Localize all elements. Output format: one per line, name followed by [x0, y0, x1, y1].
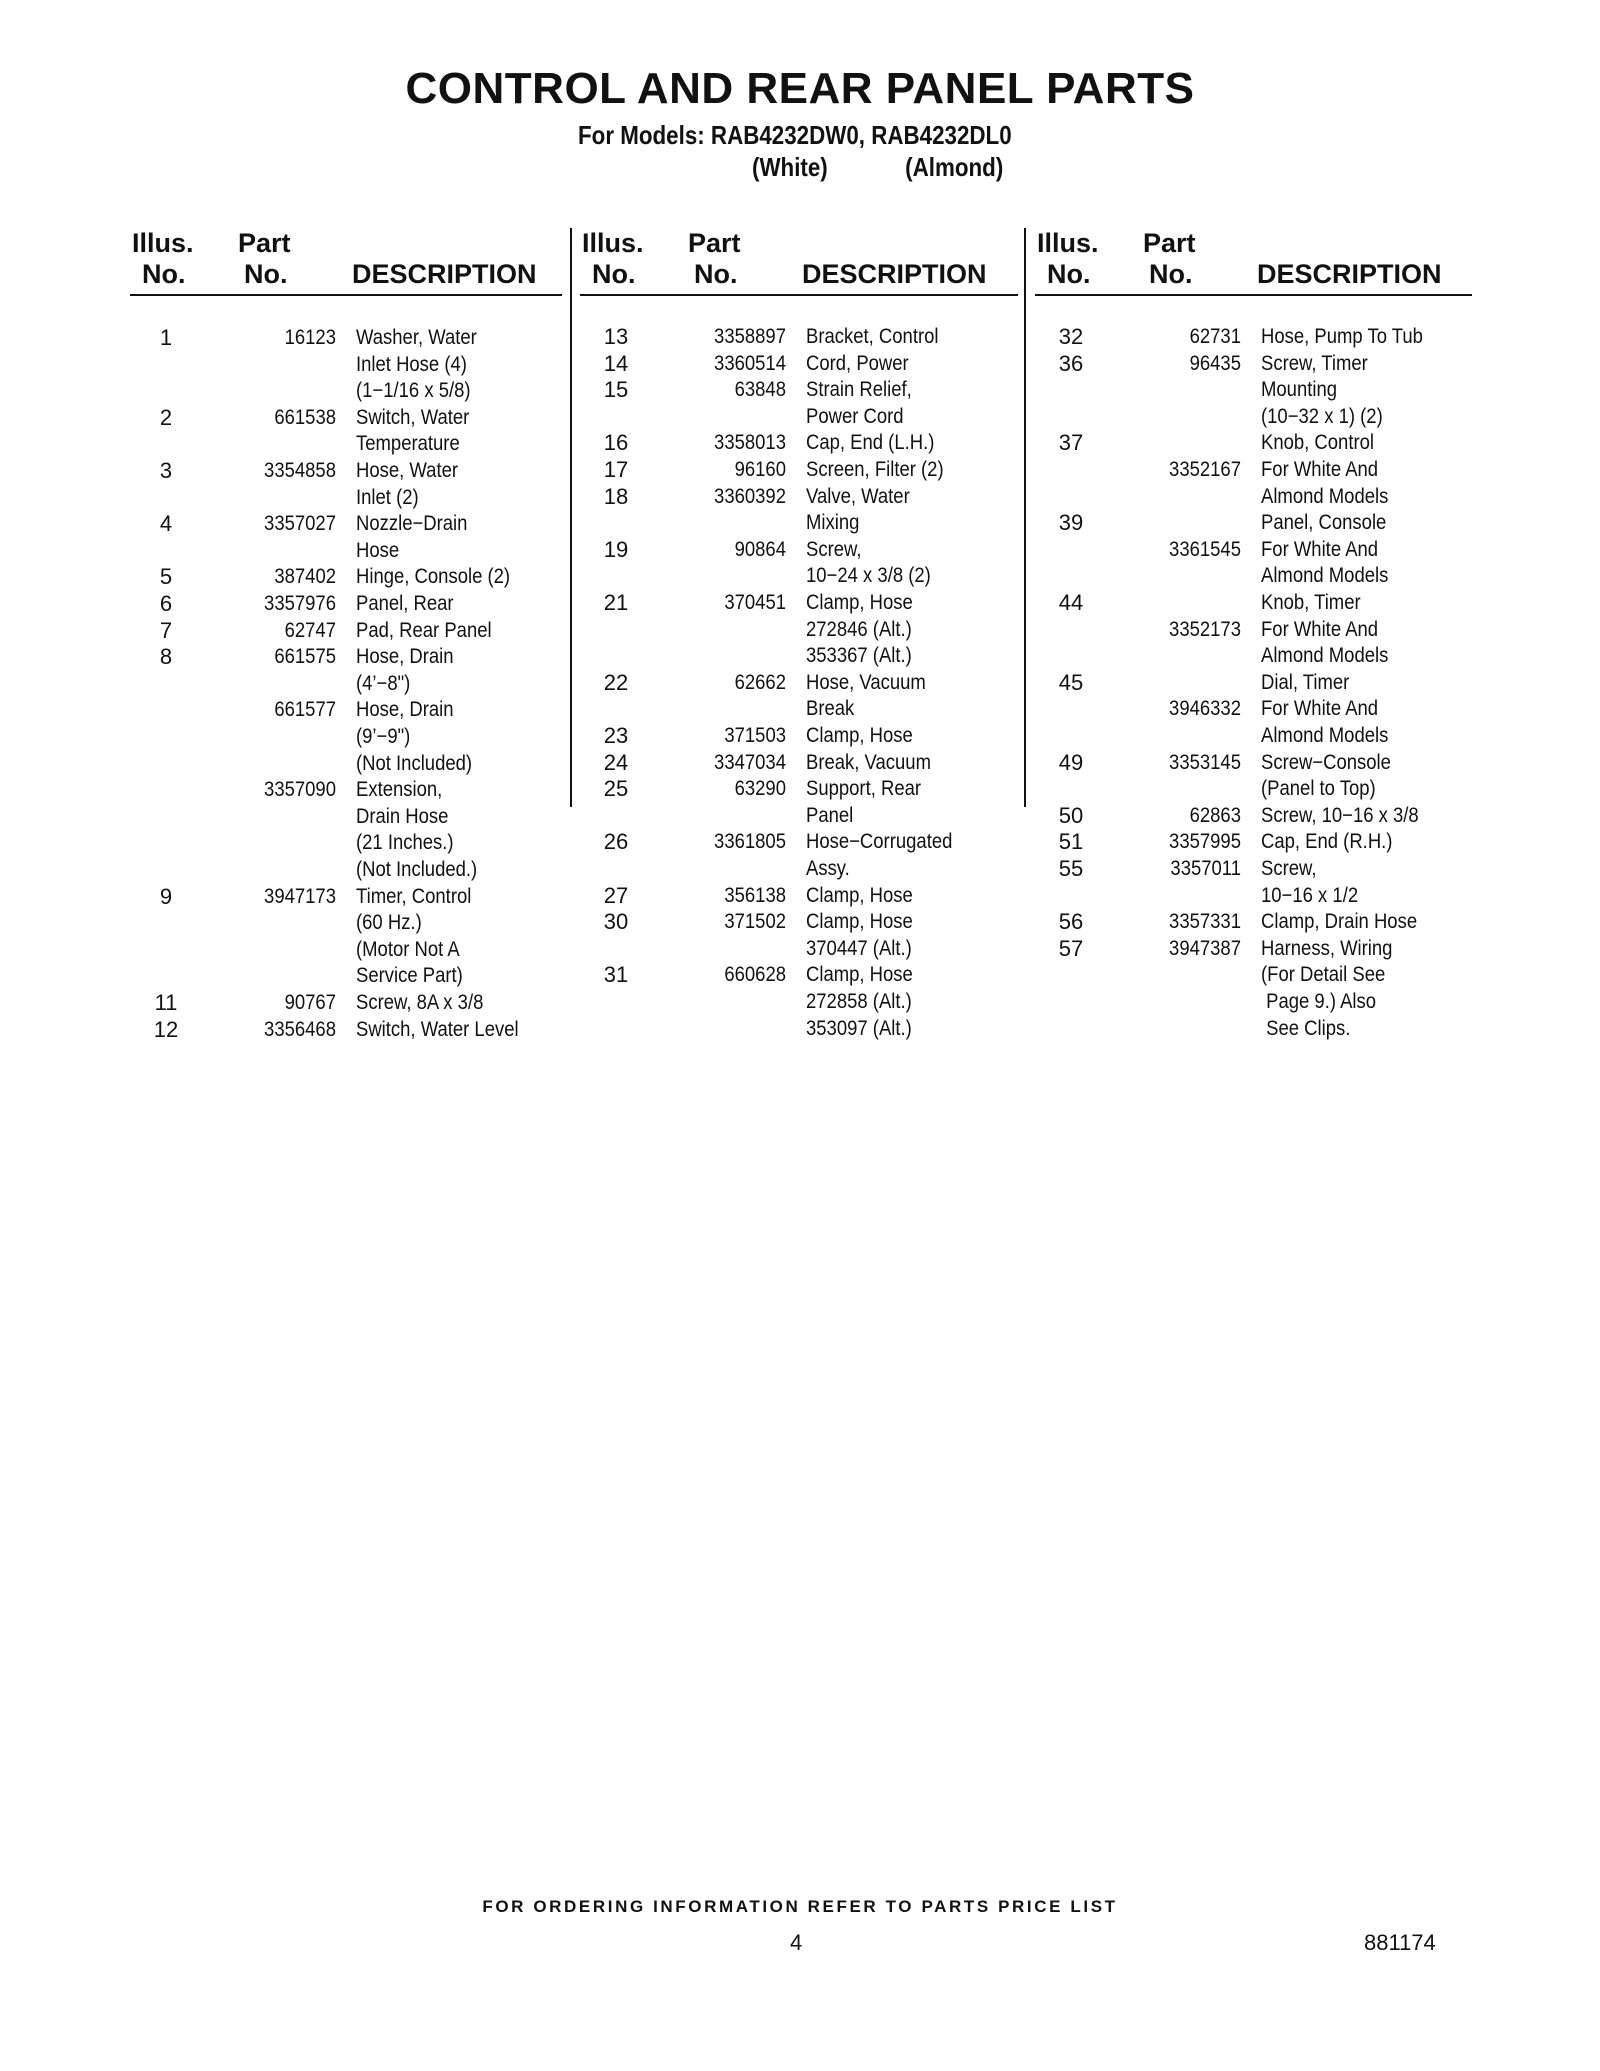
- illus-number: 25: [603, 776, 629, 802]
- part-description: (9’−9"): [356, 725, 411, 748]
- table-row: [580, 377, 1018, 403]
- table-row: [1035, 457, 1472, 483]
- part-number: 62863: [1189, 803, 1241, 827]
- table-row: [580, 723, 1018, 749]
- part-number: 3361805: [714, 830, 786, 854]
- part-description: Strain Relief,: [806, 378, 912, 402]
- header-description: DESCRIPTION: [1257, 259, 1442, 289]
- illus-number: 55: [1058, 856, 1084, 881]
- table-row: [580, 776, 1018, 802]
- part-description: 10−24 x 3/8 (2): [806, 564, 931, 588]
- part-description: Screw−Console: [1261, 750, 1391, 774]
- illus-number: 15: [603, 377, 629, 403]
- table-row: [130, 724, 562, 750]
- header-illus-no: No.: [592, 259, 636, 289]
- part-description: Washer, Water: [356, 326, 477, 349]
- table-row: [130, 1017, 562, 1043]
- part-description: 353367 (Alt.): [806, 644, 912, 668]
- table-row: [580, 563, 1018, 589]
- illus-number: 57: [1058, 935, 1084, 961]
- part-description: (4’−8"): [356, 671, 411, 695]
- table-row: [580, 750, 1018, 776]
- table-row: [580, 962, 1018, 988]
- part-description: Pad, Rear Panel: [356, 618, 492, 642]
- table-row: [580, 643, 1018, 669]
- illus-number: 31: [603, 962, 629, 988]
- illus-number: 19: [603, 536, 629, 562]
- part-description: Almond Models: [1261, 644, 1389, 668]
- part-description: Hose, Drain: [356, 698, 454, 722]
- part-description: Drain Hose: [356, 804, 449, 828]
- illus-number: 39: [1058, 510, 1084, 536]
- table-row: [1035, 723, 1472, 749]
- table-row: [130, 644, 562, 670]
- part-description: Screen, Filter (2): [806, 458, 944, 481]
- part-number: 96435: [1189, 351, 1241, 375]
- part-description: Clamp, Hose: [806, 591, 913, 614]
- table-row: [580, 351, 1018, 377]
- document-number: 881174: [1364, 1930, 1436, 1955]
- part-description: Break: [806, 697, 855, 721]
- part-description: Screw, 10−16 x 3/8: [1261, 803, 1419, 827]
- part-description: Clamp, Hose: [806, 724, 913, 747]
- part-description: Timer, Control: [356, 884, 472, 908]
- table-row: [580, 510, 1018, 536]
- part-number: 62731: [1189, 325, 1241, 348]
- part-description: Temperature: [356, 432, 460, 456]
- illus-number: 5: [159, 564, 173, 590]
- table-row: [1035, 856, 1472, 882]
- table-row: [580, 537, 1018, 563]
- table-row: [1035, 776, 1472, 802]
- part-description: Cord, Power: [806, 351, 909, 375]
- part-description: Knob, Timer: [1261, 591, 1361, 614]
- header-description: DESCRIPTION: [352, 259, 537, 289]
- table-row: [1035, 829, 1472, 855]
- part-number: 63848: [734, 378, 786, 402]
- part-description: (1−1/16 x 5/8): [356, 379, 471, 403]
- table-row: [130, 485, 562, 511]
- part-number: 3947387: [1169, 936, 1241, 960]
- part-number: 3360392: [714, 484, 786, 508]
- part-description: Bracket, Control: [806, 325, 939, 348]
- part-description: Clamp, Hose: [806, 963, 913, 987]
- table-row: [1035, 803, 1472, 829]
- illus-number: 3: [159, 458, 173, 483]
- illus-number: 26: [603, 829, 629, 855]
- part-description: Screw,: [806, 537, 862, 561]
- illus-number: 8: [159, 644, 173, 670]
- table-row: [1035, 909, 1472, 935]
- part-description: 370447 (Alt.): [806, 936, 912, 960]
- part-description: Nozzle−Drain: [356, 512, 468, 536]
- part-description: Hose, Pump To Tub: [1261, 325, 1423, 348]
- part-description: For White And: [1261, 537, 1379, 561]
- table-row: [130, 458, 562, 484]
- part-number: 3361545: [1169, 537, 1241, 561]
- table-row: [130, 511, 562, 537]
- part-description: Mounting: [1261, 378, 1338, 402]
- header-illus: Illus.: [1037, 228, 1099, 258]
- header-part: Part: [238, 228, 291, 258]
- part-description: Knob, Control: [1261, 431, 1375, 455]
- parts-column-3: [1035, 228, 1472, 1040]
- part-number: 3357090: [264, 778, 336, 802]
- table-row: [130, 777, 562, 803]
- part-number: 3357976: [264, 592, 336, 615]
- part-description: For White And: [1261, 697, 1379, 721]
- table-row: [580, 670, 1018, 696]
- column-divider: [1024, 228, 1026, 807]
- part-description: Harness, Wiring: [1261, 936, 1393, 960]
- part-description: (60 Hz.): [356, 911, 422, 935]
- illus-number: 9: [159, 883, 173, 909]
- table-row: [130, 618, 562, 644]
- part-description: Cap, End (R.H.): [1261, 830, 1393, 854]
- illus-number: 49: [1058, 749, 1084, 775]
- illus-number: 45: [1058, 669, 1084, 695]
- part-description: Extension,: [356, 778, 443, 802]
- table-row: [580, 829, 1018, 855]
- part-number: 96160: [734, 458, 786, 481]
- table-row: [580, 856, 1018, 882]
- part-description: Dial, Timer: [1261, 670, 1350, 694]
- part-number: 3352173: [1169, 617, 1241, 641]
- table-row: [130, 857, 562, 883]
- illus-number: 22: [603, 669, 629, 695]
- table-row: [130, 431, 562, 457]
- header-description: DESCRIPTION: [802, 259, 987, 289]
- part-description: Hose, Vacuum: [806, 670, 926, 694]
- table-row: [580, 457, 1018, 483]
- part-description: See Clips.: [1261, 1016, 1351, 1040]
- table-row: [1035, 563, 1472, 589]
- table-row: [130, 751, 562, 777]
- part-description: For White And: [1261, 617, 1379, 641]
- illus-number: 30: [603, 909, 629, 935]
- part-description: (Not Included.): [356, 858, 478, 881]
- part-description: (Not Included): [356, 751, 473, 775]
- illus-number: 23: [603, 723, 629, 748]
- part-number: 90864: [734, 537, 786, 561]
- table-row: [130, 325, 562, 351]
- part-description: Screw,: [1261, 857, 1317, 880]
- table-row: [130, 884, 562, 910]
- table-row: [130, 405, 562, 431]
- table-row: [130, 671, 562, 697]
- illus-number: 51: [1058, 829, 1084, 855]
- table-row: [130, 830, 562, 856]
- illus-number: 4: [159, 511, 173, 537]
- part-description: Break, Vacuum: [806, 750, 931, 774]
- table-row: [1035, 351, 1472, 377]
- illus-number: 16: [603, 430, 629, 456]
- part-description: Mixing: [806, 511, 860, 535]
- part-number: 387402: [274, 565, 336, 589]
- table-row: [130, 937, 562, 963]
- part-description: Clamp, Drain Hose: [1261, 910, 1418, 934]
- header-illus-no: No.: [142, 259, 186, 289]
- part-description: Panel, Rear: [356, 592, 454, 615]
- models-line: For Models: RAB4232DW0, RAB4232DL0: [578, 120, 1012, 150]
- illus-number: 6: [159, 591, 173, 616]
- page-title: CONTROL AND REAR PANEL PARTS: [405, 64, 1195, 113]
- part-description: Hinge, Console (2): [356, 565, 511, 589]
- table-row: [1035, 617, 1472, 643]
- part-description: 272846 (Alt.): [806, 617, 912, 641]
- part-description: Almond Models: [1261, 484, 1389, 508]
- illus-number: 56: [1058, 909, 1084, 935]
- column-header: [580, 228, 1018, 296]
- table-row: [1035, 1016, 1472, 1042]
- part-description: Assy.: [806, 857, 850, 880]
- part-description: Panel, Console: [1261, 511, 1387, 535]
- part-number: 3357331: [1169, 910, 1241, 934]
- part-description: Inlet (2): [356, 485, 419, 509]
- illus-number: 36: [1058, 350, 1084, 376]
- part-number: 660628: [724, 963, 786, 987]
- part-description: Clamp, Hose: [806, 910, 913, 934]
- part-description: Clamp, Hose: [806, 883, 913, 907]
- table-row: [1035, 430, 1472, 456]
- part-description: Cap, End (L.H.): [806, 431, 935, 455]
- part-number: 370451: [724, 591, 786, 614]
- table-row: [580, 803, 1018, 829]
- part-description: Switch, Water: [356, 405, 470, 429]
- illus-number: 14: [603, 350, 629, 376]
- part-description: Almond Models: [1261, 724, 1389, 747]
- table-row: [130, 963, 562, 989]
- part-description: Hose−Corrugated: [806, 830, 953, 854]
- table-row: [580, 324, 1018, 350]
- header-part: Part: [1143, 228, 1196, 258]
- table-row: [1035, 510, 1472, 536]
- part-number: 3360514: [714, 351, 786, 375]
- ordering-info-footer: FOR ORDERING INFORMATION REFER TO PARTS PRICE LIST: [482, 1897, 1118, 1916]
- variant-white: (White): [752, 152, 828, 182]
- illus-number: 11: [154, 990, 178, 1015]
- part-description: 272858 (Alt.): [806, 990, 912, 1013]
- part-number: 3353145: [1169, 750, 1241, 774]
- table-row: [130, 378, 562, 404]
- table-row: [130, 910, 562, 936]
- table-row: [130, 591, 562, 617]
- header-illus: Illus.: [132, 228, 194, 258]
- part-description: Screw, Timer: [1261, 351, 1368, 375]
- model-variants: [752, 152, 1003, 183]
- part-number: 661575: [274, 645, 336, 669]
- part-number: 16123: [284, 326, 336, 349]
- parts-column-2: [580, 228, 1018, 1040]
- table-row: [580, 883, 1018, 909]
- table-row: [1035, 962, 1472, 988]
- part-number: 3357011: [1170, 857, 1241, 880]
- illus-number: 50: [1058, 802, 1084, 828]
- part-description: Switch, Water Level: [356, 1017, 519, 1041]
- part-number: 90767: [284, 991, 336, 1014]
- part-description: Inlet Hose (4): [356, 352, 467, 376]
- table-row: [1035, 750, 1472, 776]
- table-row: [580, 1016, 1018, 1042]
- part-description: (Panel to Top): [1261, 777, 1376, 801]
- parts-column-1: [130, 228, 562, 1042]
- part-description: Valve, Water: [806, 484, 910, 508]
- table-row: [580, 404, 1018, 430]
- table-row: [580, 989, 1018, 1015]
- part-description: Hose, Water: [356, 459, 459, 482]
- page-number: 4: [790, 1930, 803, 1955]
- header-part-no: No.: [244, 259, 288, 289]
- table-row: [1035, 537, 1472, 563]
- illus-number: 18: [603, 483, 629, 509]
- part-description: (For Detail See: [1261, 963, 1386, 987]
- table-row: [130, 804, 562, 830]
- part-number: 3947173: [264, 884, 336, 908]
- table-row: [1035, 936, 1472, 962]
- table-row: [580, 936, 1018, 962]
- illus-number: 24: [603, 749, 629, 775]
- part-number: 661577: [274, 698, 336, 722]
- table-row: [1035, 989, 1472, 1015]
- part-number: 371503: [724, 724, 786, 747]
- part-description: (Motor Not A: [356, 937, 460, 961]
- part-description: For White And: [1261, 458, 1379, 481]
- part-number: 3358897: [714, 325, 786, 348]
- part-number: 661538: [274, 405, 336, 429]
- part-description: Page 9.) Also: [1261, 990, 1377, 1013]
- header-illus-no: No.: [1047, 259, 1091, 289]
- part-description: (10−32 x 1) (2): [1261, 404, 1383, 428]
- table-row: [580, 590, 1018, 616]
- illus-number: 21: [603, 590, 629, 615]
- column-divider: [570, 228, 572, 807]
- illus-number: 32: [1058, 324, 1084, 349]
- table-row: [580, 696, 1018, 722]
- column-header: [1035, 228, 1472, 296]
- variant-almond: (Almond): [905, 152, 1004, 182]
- part-description: (21 Inches.): [356, 831, 454, 855]
- illus-number: 12: [153, 1016, 179, 1042]
- part-number: 371502: [724, 910, 786, 934]
- table-row: [580, 617, 1018, 643]
- header-illus: Illus.: [582, 228, 644, 258]
- table-row: [1035, 670, 1472, 696]
- illus-number: 27: [603, 882, 629, 908]
- table-row: [580, 909, 1018, 935]
- part-description: Support, Rear: [806, 777, 922, 801]
- table-row: [1035, 643, 1472, 669]
- part-number: 3354858: [264, 459, 336, 482]
- part-description: Service Part): [356, 964, 463, 988]
- part-number: 3358013: [714, 431, 786, 455]
- illus-number: 2: [159, 404, 173, 430]
- table-row: [1035, 883, 1472, 909]
- illus-number: 7: [159, 617, 173, 643]
- table-row: [130, 990, 562, 1016]
- table-row: [580, 430, 1018, 456]
- part-description: 353097 (Alt.): [806, 1016, 912, 1040]
- table-row: [130, 697, 562, 723]
- part-description: Almond Models: [1261, 564, 1389, 588]
- part-number: 3357027: [264, 512, 336, 536]
- column-header: [130, 228, 562, 296]
- table-row: [1035, 404, 1472, 430]
- illus-number: 17: [603, 457, 629, 482]
- part-number: 62662: [734, 670, 786, 694]
- table-row: [1035, 377, 1472, 403]
- table-row: [1035, 590, 1472, 616]
- table-row: [130, 564, 562, 590]
- header-part-no: No.: [694, 259, 738, 289]
- part-number: 3347034: [714, 750, 786, 774]
- part-description: Panel: [806, 803, 854, 827]
- table-row: [130, 538, 562, 564]
- part-description: Power Cord: [806, 404, 904, 428]
- part-description: Hose: [356, 538, 400, 562]
- header-part-no: No.: [1149, 259, 1193, 289]
- table-row: [1035, 484, 1472, 510]
- table-row: [1035, 324, 1472, 350]
- part-number: 63290: [734, 777, 786, 801]
- part-number: 3357995: [1169, 830, 1241, 854]
- table-row: [580, 484, 1018, 510]
- part-number: 356138: [724, 883, 786, 907]
- illus-number: 44: [1058, 590, 1084, 615]
- illus-number: 1: [159, 325, 173, 350]
- part-description: 10−16 x 1/2: [1261, 883, 1359, 907]
- table-row: [1035, 696, 1472, 722]
- part-description: Screw, 8A x 3/8: [356, 991, 484, 1014]
- part-number: 62747: [284, 618, 336, 642]
- part-number: 3946332: [1169, 697, 1241, 721]
- illus-number: 13: [603, 324, 629, 349]
- table-row: [130, 352, 562, 378]
- part-description: Hose, Drain: [356, 645, 454, 669]
- part-number: 3356468: [264, 1017, 336, 1041]
- part-number: 3352167: [1169, 458, 1241, 481]
- header-part: Part: [688, 228, 741, 258]
- illus-number: 37: [1058, 430, 1084, 456]
